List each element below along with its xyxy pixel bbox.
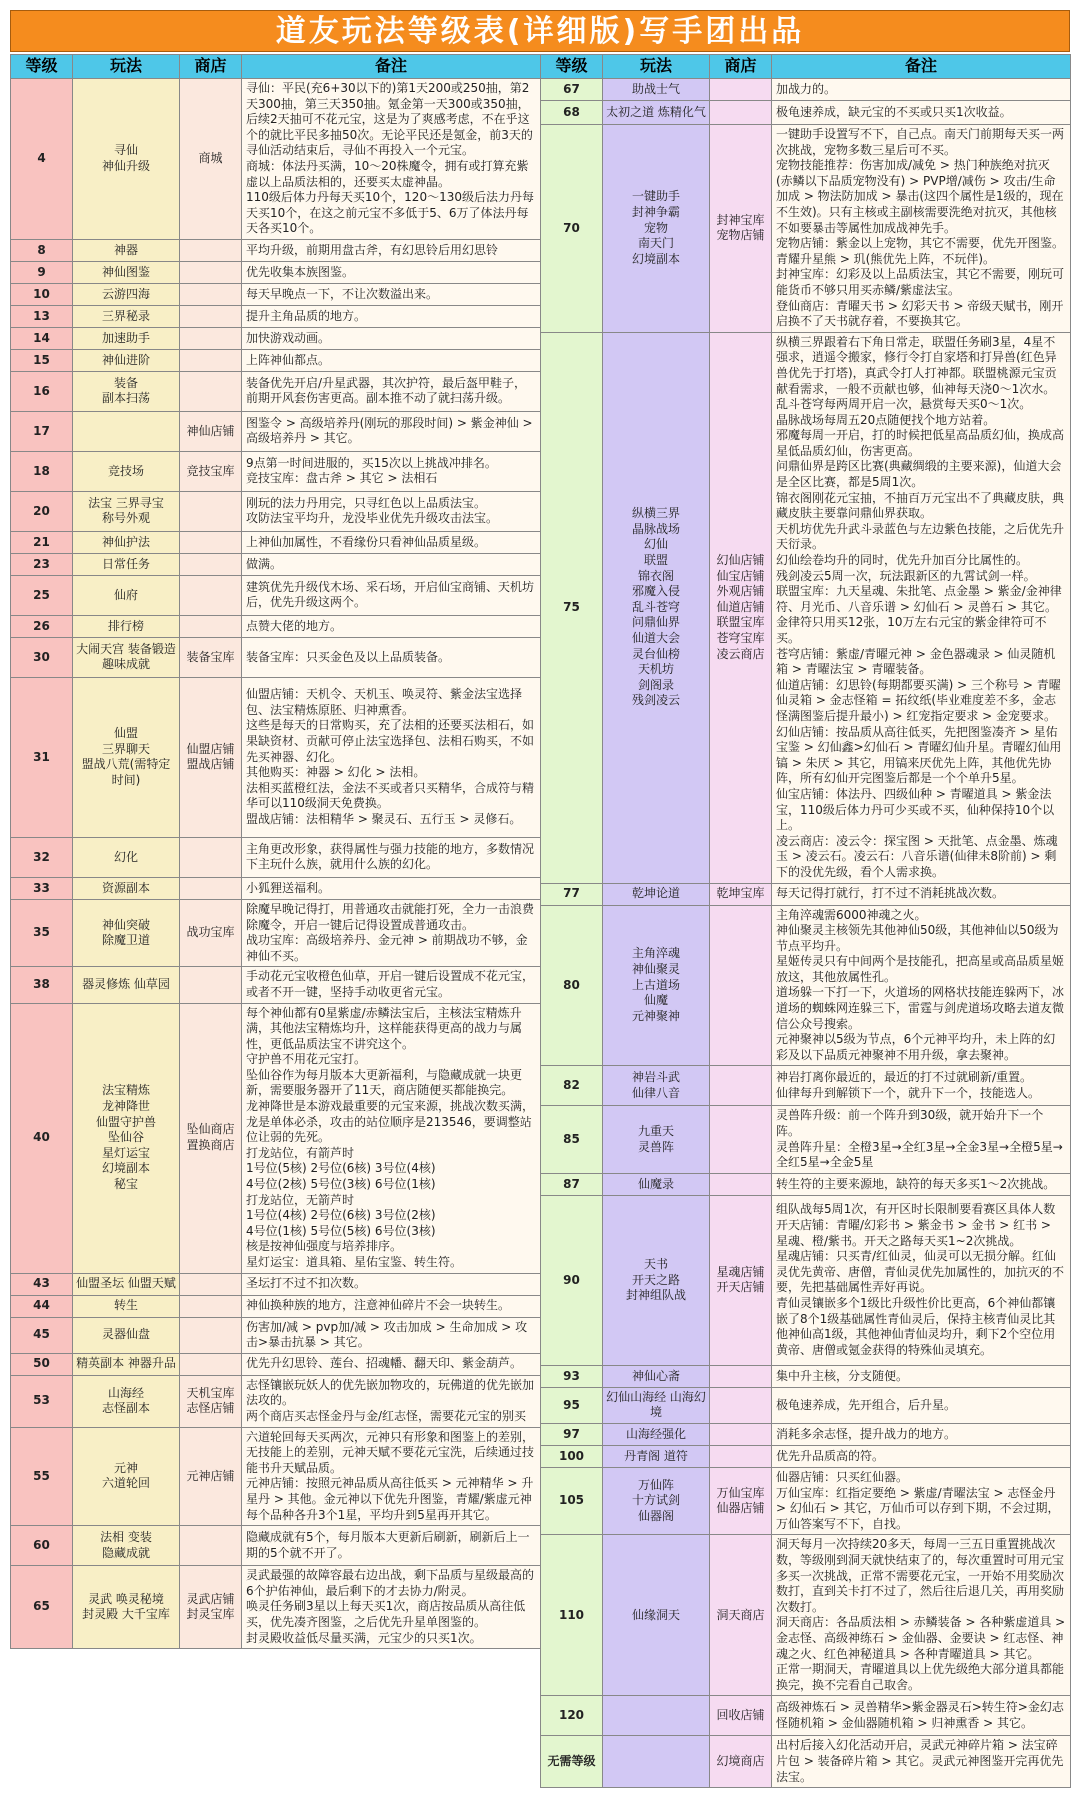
play-cell: 太初之道 炼精化气 <box>603 101 710 125</box>
note-cell: 优先升品质高的符。 <box>772 1446 1071 1468</box>
level-cell: 80 <box>541 905 603 1066</box>
shop-cell: 元神店铺 <box>180 1427 242 1526</box>
shop-cell <box>710 79 772 101</box>
table-row <box>541 1195 1071 1365</box>
level-cell: 82 <box>541 1066 603 1106</box>
shop-cell <box>180 349 242 371</box>
play-cell: 神器 <box>73 239 180 261</box>
play-cell: 神仙突破 除魔卫道 <box>73 899 180 966</box>
shop-cell: 战功宝库 <box>180 899 242 966</box>
play-cell: 排行榜 <box>73 615 180 637</box>
shop-cell <box>180 1526 242 1566</box>
level-cell: 4 <box>11 79 73 240</box>
table-row <box>11 615 541 637</box>
level-cell: 43 <box>11 1273 73 1295</box>
table-row <box>541 1696 1071 1736</box>
table-row <box>541 883 1071 905</box>
note-cell: 集中升主核，分支随便。 <box>772 1365 1071 1387</box>
table-header-row <box>541 55 1071 79</box>
shop-cell <box>180 261 242 283</box>
level-cell: 53 <box>11 1375 73 1427</box>
shop-cell <box>180 877 242 899</box>
shop-cell <box>180 531 242 553</box>
table-row <box>11 899 541 966</box>
play-cell: 精英副本 神器升品 <box>73 1353 180 1375</box>
play-cell: 纵横三界 晶脉战场 幻仙 联盟 锦衣阁 邪魔入侵 乱斗苍穹 问鼎仙界 仙道大会 灵台仙榜 天机坊 剑阁录 残剑凌云 <box>603 332 710 883</box>
shop-cell <box>710 1066 772 1106</box>
play-cell: 幻仙山海经 山海幻境 <box>603 1387 710 1423</box>
shop-cell: 坠仙商店 置换商店 <box>180 1003 242 1273</box>
play-cell: 神仙进阶 <box>73 349 180 371</box>
table-row <box>11 1526 541 1566</box>
play-cell: 神仙心斋 <box>603 1365 710 1387</box>
table-row <box>11 371 541 411</box>
table-row <box>11 1273 541 1295</box>
play-cell: 仙府 <box>73 575 180 615</box>
table-row <box>11 837 541 877</box>
note-cell: 神岩打离你最近的，最近的打不过就刷新/重置。 仙律每升到解锁下一个，就升下一个，技能选人。 <box>772 1066 1071 1106</box>
note-cell: 提升主角品质的地方。 <box>242 305 541 327</box>
table-row <box>541 1387 1071 1423</box>
header-note: 备注 <box>772 55 1071 79</box>
level-cell: 120 <box>541 1696 603 1736</box>
table-row <box>11 327 541 349</box>
table-row <box>11 967 541 1003</box>
note-cell: 洞天每月一次持续20多天，每周一三五日重置挑战次数，等级刚到洞天就快结束了的，每次重置时可用元宝多买一次挑战，正常不需要花元宝，一开始不用奖励次数打，直到关卡打不过了，然后往后退几关，再用奖励次数打。 洞天商店：各品质法相 > 赤鳞装备 > 各种紫虚道具 > 金志怪、高级神练石 > 金仙器、金要诀 > 红志怪、神魂之火、红色神秘道具 > 各种青曜道具 > 其它。 正常一期洞天，青曜道具以上优先级绝大部分道具都能换完，换不完看自己取舍。 <box>772 1535 1071 1696</box>
note-cell: 出村后接入幻化活动开启，灵武元神碎片箱 > 法宝碎片包 > 装备碎片箱 > 其它。灵武元神图鉴开完再优先法宝。 <box>772 1736 1071 1788</box>
table-row <box>11 531 541 553</box>
level-cell: 77 <box>541 883 603 905</box>
note-cell: 主角淬魂需6000神魂之火。 神仙聚灵主核领先其他神仙50级，其他神仙以50级为节点平均升。 星姬传灵只有中间两个是技能孔，把高星或高品质星姬放这，其他放属性孔。 道场躲一下打一下，火道场的网格状技能连躲两下，冰道场的蜘蛛网连躲三下，雷霆与剑虎道场攻略去道友微信公众号搜索。 元神聚神以5级为节点，6个元神平均升，未上阵的幻彩及以下品质元神聚神不用升级，拿去聚神。 <box>772 905 1071 1066</box>
play-cell: 神仙护法 <box>73 531 180 553</box>
shop-cell <box>710 1446 772 1468</box>
table-row <box>11 451 541 491</box>
play-cell: 日常任务 <box>73 553 180 575</box>
play-cell: 仙魔录 <box>603 1173 710 1195</box>
level-cell: 35 <box>11 899 73 966</box>
table-row <box>541 1446 1071 1468</box>
table-row <box>11 1317 541 1353</box>
shop-cell <box>180 575 242 615</box>
level-cell: 18 <box>11 451 73 491</box>
note-cell: 优先升幻思铃、莲台、招魂幡、翻天印、紫金葫芦。 <box>242 1353 541 1375</box>
play-cell: 主角淬魂 神仙聚灵 上古道场 仙魔 元神聚神 <box>603 905 710 1066</box>
table-row <box>541 1424 1071 1446</box>
level-cell: 55 <box>11 1427 73 1526</box>
level-cell: 9 <box>11 261 73 283</box>
note-cell: 灵武最强的故障容最右边出战，剩下品质与星级最高的6个护佑神仙，最后剩下的才去协力/附灵。 唤灵任务刷3星以上每天买1次，商店按品质从高往低买，优先凑齐图鉴，之后优先升星单图鉴的。 封灵殿收益低尽量买满，元宝少的只买1次。 <box>242 1566 541 1649</box>
table-row <box>11 305 541 327</box>
note-cell: 除魔早晚记得打，用普通攻击就能打死，全力一击浪费除魔令，开启一键后记得设置成普通攻击。 战功宝库：高级培养丹、金元神 > 前期战功不够，金神仙不买。 <box>242 899 541 966</box>
shop-cell: 天机宝库 志怪店铺 <box>180 1375 242 1427</box>
shop-cell: 竞技宝库 <box>180 451 242 491</box>
level-cell: 33 <box>11 877 73 899</box>
note-cell: 每天早晚点一下，不让次数溢出来。 <box>242 283 541 305</box>
table-row <box>541 125 1071 333</box>
note-cell: 一键助手设置写不下，自己点。南天门前期每天买一两次挑战，宠物多数三星后可不买。 宠物技能推荐：伤害加成/减免 > 热门种族绝对抗灭(赤鳞以下品质宠物没有) > PVP增/减伤 > 攻击/生命加成 > 物法防加成 > 暴击(这四个属性是1级的，现在不生效)。只有主核或主副核需要洗绝对抗灭，其他核不如要暴击等属性加成战神先手。 宠物店铺：紫金以上宠物，其它不需要，优先开图鉴。青耀升星熊 > 玑(熊优先上阵，不玩伴)。 封神宝库：幻彩及以上品质法宝，其它不需要，刚玩可能货币不够只用买赤鳞/紫虚法宝。 登仙商店：青曜天书 > 幻彩天书 > 帝级天赋书，刚开启换不了天书就存着，不要换其它。 <box>772 125 1071 333</box>
shop-cell: 洞天商店 <box>710 1535 772 1696</box>
note-cell: 上阵神仙都点。 <box>242 349 541 371</box>
note-cell: 9点第一时间进服的，买15次以上挑战冲排名。 竞技宝库：盘古斧 > 其它 > 法相石 <box>242 451 541 491</box>
level-cell: 15 <box>11 349 73 371</box>
play-cell: 助战士气 <box>603 79 710 101</box>
note-cell: 每个神仙都有0星紫虚/赤鳞法宝后，主核法宝精炼升满，其他法宝精炼均升，这样能获得更高的战力与属性，更低品质法宝不讲究这个。 守护兽不用花元宝打。 坠仙谷作为每月版本大更新福利，与隐藏成就一块更新，需要服务器开了11天，商店随便买都能换完。 龙神降世是本游戏最重要的元宝来源，挑战次数买满，龙是单体必杀，攻击的站位顺序是213546，要调整站位让弱的先死。 打龙站位，有箭芦时 1号位(5核) 2号位(6核) 3号位(4核) 4号位(2核) 5号位(3核) 6号位(1核) 打龙站位，无箭芦时 1号位(4核) 2号位(6核) 3号位(2核) 4号位(1核) 5号位(5核) 6号位(3核) 核是按神仙强度与培养排序。 星灯运宝：道具箱、星佑宝鉴、转生符。 <box>242 1003 541 1273</box>
play-cell: 山海经强化 <box>603 1424 710 1446</box>
level-cell: 93 <box>541 1365 603 1387</box>
note-cell: 高级神炼石 > 灵兽精华>紫金器灵石>转生符>金幻志怪随机箱 > 金仙器随机箱 > 归神熏香 > 其它。 <box>772 1696 1071 1736</box>
note-cell: 点赞大佬的地方。 <box>242 615 541 637</box>
play-cell: 仙盟 三界聊天 盟战八荒(需特定时间) <box>73 677 180 837</box>
play-cell: 仙盟圣坛 仙盟天赋 <box>73 1273 180 1295</box>
table-row <box>541 1106 1071 1173</box>
level-cell: 68 <box>541 101 603 125</box>
play-cell: 竞技场 <box>73 451 180 491</box>
play-cell: 神仙图鉴 <box>73 261 180 283</box>
shop-cell <box>180 1295 242 1317</box>
play-cell: 一键助手 封神争霸 宠物 南天门 幻境副本 <box>603 125 710 333</box>
shop-cell: 仙盟店铺 盟战店铺 <box>180 677 242 837</box>
table-row <box>11 1375 541 1427</box>
shop-cell: 封神宝库 宠物店铺 <box>710 125 772 333</box>
shop-cell <box>180 283 242 305</box>
table-row <box>11 1427 541 1526</box>
table-row <box>541 1535 1071 1696</box>
shop-cell <box>710 1173 772 1195</box>
play-cell: 法宝精炼 龙神降世 仙盟守护兽 坠仙谷 星灯运宝 幻境副本 秘宝 <box>73 1003 180 1273</box>
note-cell: 隐藏成就有5个，每月版本大更新后刷新，刷新后上一期的5个就不开了。 <box>242 1526 541 1566</box>
level-cell: 67 <box>541 79 603 101</box>
shop-cell: 装备宝库 <box>180 637 242 677</box>
level-cell: 90 <box>541 1195 603 1365</box>
table-row <box>11 575 541 615</box>
note-cell: 六道轮回每天买两次，元神只有形象和图鉴上的差别，无技能上的差别，元神天赋不要花元宝洗，后续通过技能书升天赋品质。 元神店铺：按照元神品质从高往低买 > 元神精华 > 升星丹 > 其他。金元神以下优先升图鉴，青耀/紫虚元神每个品种各升3个1星，平均升到5星再开其它。 <box>242 1427 541 1526</box>
note-cell: 装备优先开启/升星武器，其次护符，最后盔甲鞋子，前期开风套伤害更高。副本推不动了就扫荡升级。 <box>242 371 541 411</box>
level-cell: 105 <box>541 1468 603 1535</box>
level-cell: 21 <box>11 531 73 553</box>
shop-cell <box>710 1424 772 1446</box>
shop-cell <box>710 101 772 125</box>
level-cell: 85 <box>541 1106 603 1173</box>
table-row <box>541 1173 1071 1195</box>
play-cell: 仙缘洞天 <box>603 1535 710 1696</box>
note-cell: 图鉴令 > 高级培养丹(刚玩的那段时间) > 紫金神仙 > 高级培养丹 > 其它。 <box>242 411 541 451</box>
header-shop: 商店 <box>710 55 772 79</box>
play-cell <box>73 411 180 451</box>
shop-cell <box>180 553 242 575</box>
level-cell: 75 <box>541 332 603 883</box>
shop-cell <box>710 1387 772 1423</box>
play-cell: 大闹天宫 装备锻造 趣味成就 <box>73 637 180 677</box>
shop-cell: 乾坤宝库 <box>710 883 772 905</box>
shop-cell: 万仙宝库 仙器店铺 <box>710 1468 772 1535</box>
note-cell: 小狐狸送福利。 <box>242 877 541 899</box>
level-cell: 25 <box>11 575 73 615</box>
table-row <box>11 491 541 531</box>
note-cell: 装备宝库：只买金色及以上品质装备。 <box>242 637 541 677</box>
level-cell: 38 <box>11 967 73 1003</box>
note-cell: 极龟速养成，先开组合，后升星。 <box>772 1387 1071 1423</box>
note-cell: 刚玩的法力丹用完，只寻红色以上品质法宝。 攻防法宝平均升，龙没毕业优先升级攻击法宝。 <box>242 491 541 531</box>
level-table-right <box>540 54 1071 1788</box>
level-cell: 10 <box>11 283 73 305</box>
table-row <box>11 1566 541 1649</box>
play-cell: 加速助手 <box>73 327 180 349</box>
table-row <box>541 79 1071 101</box>
play-cell: 三界秘录 <box>73 305 180 327</box>
play-cell: 资源副本 <box>73 877 180 899</box>
level-cell: 32 <box>11 837 73 877</box>
play-cell: 幻化 <box>73 837 180 877</box>
note-cell: 主角更改形象，获得属性与强力技能的地方，多数情况下主玩什么族，就用什么族的幻化。 <box>242 837 541 877</box>
shop-cell <box>710 1365 772 1387</box>
table-row <box>11 79 541 240</box>
table-row <box>541 1066 1071 1106</box>
level-cell: 26 <box>11 615 73 637</box>
note-cell: 志怪镶嵌玩妖人的优先嵌加物攻的，玩佛道的优先嵌加法攻的。 两个商店买志怪金丹与金/红志怪，需要花元宝的别买 <box>242 1375 541 1427</box>
level-cell: 60 <box>11 1526 73 1566</box>
note-cell: 建筑优先升级伐木场、采石场，开启仙宝商铺、天机坊后，优先升级这两个。 <box>242 575 541 615</box>
table-row <box>11 1003 541 1273</box>
level-cell: 97 <box>541 1424 603 1446</box>
shop-cell <box>180 967 242 1003</box>
play-cell: 法宝 三界寻宝 称号外观 <box>73 491 180 531</box>
table-row <box>11 411 541 451</box>
table-header-row <box>11 55 541 79</box>
shop-cell <box>180 1353 242 1375</box>
header-play: 玩法 <box>603 55 710 79</box>
note-cell: 仙器店铺：只买红仙器。 万仙宝库：红指定要绝 > 紫虚/青曜法宝 > 志怪金丹 > 幻仙石 > 其它，万仙币可以存到下期，不会过期，万仙答案写不下，自找。 <box>772 1468 1071 1535</box>
level-cell: 30 <box>11 637 73 677</box>
note-cell: 神仙换种族的地方，注意神仙碎片不会一块转生。 <box>242 1295 541 1317</box>
table-row <box>11 349 541 371</box>
header-play: 玩法 <box>73 55 180 79</box>
level-table-left <box>10 54 541 1649</box>
level-cell: 95 <box>541 1387 603 1423</box>
table-row <box>11 261 541 283</box>
level-cell: 17 <box>11 411 73 451</box>
level-cell: 50 <box>11 1353 73 1375</box>
table-row <box>11 677 541 837</box>
note-cell: 消耗多余志怪，提升战力的地方。 <box>772 1424 1071 1446</box>
play-cell: 九重天 灵兽阵 <box>603 1106 710 1173</box>
shop-cell <box>180 371 242 411</box>
shop-cell <box>180 1317 242 1353</box>
shop-cell <box>180 1273 242 1295</box>
shop-cell: 幻仙店铺 仙宝店铺 外观店铺 仙道店铺 联盟宝库 苍穹宝库 凌云商店 <box>710 332 772 883</box>
shop-cell: 神仙店铺 <box>180 411 242 451</box>
table-row <box>541 1468 1071 1535</box>
shop-cell: 星魂店铺 开天店铺 <box>710 1195 772 1365</box>
play-cell: 转生 <box>73 1295 180 1317</box>
level-cell: 87 <box>541 1173 603 1195</box>
play-cell: 器灵修炼 仙草园 <box>73 967 180 1003</box>
note-cell: 极龟速养成，缺元宝的不买或只买1次收益。 <box>772 101 1071 125</box>
shop-cell: 灵武店铺 封灵宝库 <box>180 1566 242 1649</box>
play-cell <box>603 1736 710 1788</box>
play-cell: 元神 六道轮回 <box>73 1427 180 1526</box>
header-note: 备注 <box>242 55 541 79</box>
note-cell: 灵兽阵升级：前一个阵升到30级，就开始升下一个阵。 灵兽阵升星：全橙3星→全红3星→全金3星→全橙5星→全红5星→全金5星 <box>772 1106 1071 1173</box>
note-cell: 上神仙加属性，不看缘份只看神仙品质星级。 <box>242 531 541 553</box>
note-cell: 转生符的主要来源地，缺符的每天多买1～2次挑战。 <box>772 1173 1071 1195</box>
table-row <box>541 1736 1071 1788</box>
level-cell: 100 <box>541 1446 603 1468</box>
note-cell: 每天记得打就行，打不过不消耗挑战次数。 <box>772 883 1071 905</box>
level-cell: 23 <box>11 553 73 575</box>
table-row <box>541 1365 1071 1387</box>
page-title: 道友玩法等级表(详细版)写手团出品 <box>10 10 1070 52</box>
shop-cell: 回收店铺 <box>710 1696 772 1736</box>
note-cell: 仙盟店铺：天机令、天机玉、唤灵符、紫金法宝选择包、法宝精炼原胚、归神熏香。 这些是每天的日常购买，充了法相的还要买法相石，如果缺资材、贡献可停止法宝选择包、法相石购买，不如先买神器、幻化。 其他购买：神器 > 幻化 > 法相。 法相买蓝橙红法，金法不买或者只买精华，合成符与精华可以110级洞天免费换。 盟战店铺：法相精华 > 聚灵石、五行玉 > 灵修石。 <box>242 677 541 837</box>
play-cell: 云游四海 <box>73 283 180 305</box>
note-cell: 手动花元宝收橙色仙草，开启一键后设置成不花元宝，或者不开一键，坚持手动收更省元宝。 <box>242 967 541 1003</box>
level-cell: 无需等级 <box>541 1736 603 1788</box>
header-level: 等级 <box>11 55 73 79</box>
table-row <box>11 637 541 677</box>
level-cell: 45 <box>11 1317 73 1353</box>
level-cell: 40 <box>11 1003 73 1273</box>
level-cell: 65 <box>11 1566 73 1649</box>
table-row <box>11 877 541 899</box>
play-cell: 乾坤论道 <box>603 883 710 905</box>
note-cell: 纵横三界跟着右下角日常走，联盟任务刷3星，4星不强求，逍遥令搬家，修行令打自家塔和打异兽(红色异兽优先于打塔)，真武令打人打神都。联盟桃源元宝贡献看需求，一般不贡献也够，仙神每天浇0～1次水。乱斗苍穹每两周开启一次，悬赏每天买0～1次。 晶脉战场每周五20点随便找个地方站着。 邪魔每周一开启，打的时候把低星高品质幻仙，换成高星低品质幻仙，伤害更高。 问鼎仙界是跨区比赛(典藏绸缎的主要来源)，仙道大会是全区比赛，都是5周1次。 锦衣阁刚花元宝抽，不抽百万元宝出不了典藏皮肤，典藏皮肤主要靠问鼎仙界获取。 天机坊优先升武斗录蓝色与左边紫色技能，之后优先升天衍录。 幻仙绘卷均升的同时，优先升加百分比属性的。 残剑凌云5周一次，玩法跟新区的九霄试剑一样。 联盟宝库：九天星魂、朱批笔、点金墨 > 紫金/金神律符、月光币、八音乐谱 > 幻仙石 > 灵兽石 > 其它。金律符只用买12张，10万左右元宝的紫金律符可不买。 苍穹店铺：紫虚/青曜元神 > 金色器魂录 > 仙灵随机箱 > 青曜法宝 > 青曜装备。 仙道店铺：幻思铃(每期都要买满) > 三个称号 > 青曜仙灵箱 > 金志怪箱 = 拓纹纸(毕业难度差不多，金志怪满图鉴后提升最小) > 红宠指定要求 > 金宠要求。 幻仙店铺：按品质从高往低买，先把图鉴凑齐 > 星佑宝鉴 > 幻仙鑫>幻仙石 > 青曜幻仙升星。青曜幻仙用镐 > 朱厌 > 其它，用镐来厌优先上阵，其他优先协阵，所有幻仙开完图鉴后都是一个个单升5星。 仙宝店铺：体法丹、四级仙种 > 青曜道具 > 紫金法宝，110级后体力丹可少买或不买，仙种保持10个以上。 凌云商店：凌云令：探宝图 > 天批笔、点金墨、炼魂玉 > 凌云石。凌云石：八音乐谱(仙律未8阶前) > 剩下的没优先级，看个人需求换。 <box>772 332 1071 883</box>
shop-cell <box>180 837 242 877</box>
note-cell: 组队战每5周1次，有开区时长限制要看赛区具体人数 开天店铺：青曜/幻彩书 > 紫金书 > 金书 > 红书 > 星魂、橙/紫书。开天之路每天买1~2次挑战。 星魂店铺：只买青/红仙灵，仙灵可以无损分解。红仙灵优先黄帝、唐僧，青仙灵优先加属性的，加抗灭的不要，先把基础属性弄好再说。 青仙灵镶嵌多个1级比升级性价比更高，6个神仙都镶嵌了8个1级基础属性青仙灵后，保持主核青仙灵比其他神仙高1级，其他神仙青仙灵均升，剩下2个空位用黄帝、唐僧或氪金获得的特殊仙灵填充。 <box>772 1195 1071 1365</box>
note-cell: 平均升级，前期用盘古斧，有幻思铃后用幻思铃 <box>242 239 541 261</box>
header-shop: 商店 <box>180 55 242 79</box>
shop-cell <box>180 327 242 349</box>
shop-cell <box>180 305 242 327</box>
shop-cell: 幻境商店 <box>710 1736 772 1788</box>
note-cell: 加快游戏动画。 <box>242 327 541 349</box>
table-row <box>11 1353 541 1375</box>
level-cell: 110 <box>541 1535 603 1696</box>
play-cell: 寻仙 神仙升级 <box>73 79 180 240</box>
table-row <box>11 239 541 261</box>
note-cell: 伤害加/减 > pvp加/减 > 攻击加成 > 生命加成 > 攻击>暴击抗暴 > 其它。 <box>242 1317 541 1353</box>
play-cell: 装备 副本扫荡 <box>73 371 180 411</box>
table-row <box>11 283 541 305</box>
table-row <box>541 905 1071 1066</box>
shop-cell <box>710 905 772 1066</box>
play-cell: 灵武 唤灵秘境 封灵殿 大千宝库 <box>73 1566 180 1649</box>
note-cell: 优先收集本族图鉴。 <box>242 261 541 283</box>
table-row <box>541 101 1071 125</box>
level-cell: 16 <box>11 371 73 411</box>
note-cell: 圣坛打不过不扣次数。 <box>242 1273 541 1295</box>
level-cell: 8 <box>11 239 73 261</box>
level-cell: 13 <box>11 305 73 327</box>
shop-cell <box>180 239 242 261</box>
level-cell: 70 <box>541 125 603 333</box>
shop-cell: 商城 <box>180 79 242 240</box>
play-cell: 天书 开天之路 封神组队战 <box>603 1195 710 1365</box>
table-row <box>11 553 541 575</box>
level-cell: 14 <box>11 327 73 349</box>
level-cell: 20 <box>11 491 73 531</box>
level-cell: 31 <box>11 677 73 837</box>
shop-cell <box>710 1106 772 1173</box>
table-row <box>541 332 1071 883</box>
play-cell <box>603 1696 710 1736</box>
note-cell: 寻仙：平民(充6+30以下的)第1天200或250抽，第2天300抽，第三天350抽。氪金第一天300或350抽，后续2天抽可不花元宝，这是为了爽感考虑，不在乎这个的就比平民多抽50次。无论平民还是氪金，前3天的寻仙活动结束后，寻仙不再投入一个元宝。 商城：体法丹买满，10～20株魔令，拥有或打算充紫虚以上品质法相的，还要买太虚神晶。 110级后体力丹每天买10个，120～130级后法力丹每天买10个，在这之前元宝不多低于5、6万了体法丹每天各买10个。 <box>242 79 541 240</box>
play-cell: 法相 变装 隐藏成就 <box>73 1526 180 1566</box>
play-cell: 丹青阁 道符 <box>603 1446 710 1468</box>
note-cell: 加战力的。 <box>772 79 1071 101</box>
play-cell: 山海经 志怪副本 <box>73 1375 180 1427</box>
note-cell: 做满。 <box>242 553 541 575</box>
table-row <box>11 1295 541 1317</box>
play-cell: 灵器仙盘 <box>73 1317 180 1353</box>
play-cell: 神岩斗武 仙律八音 <box>603 1066 710 1106</box>
shop-cell <box>180 491 242 531</box>
shop-cell <box>180 615 242 637</box>
header-level: 等级 <box>541 55 603 79</box>
level-cell: 44 <box>11 1295 73 1317</box>
play-cell: 万仙阵 十方试剑 仙器阁 <box>603 1468 710 1535</box>
